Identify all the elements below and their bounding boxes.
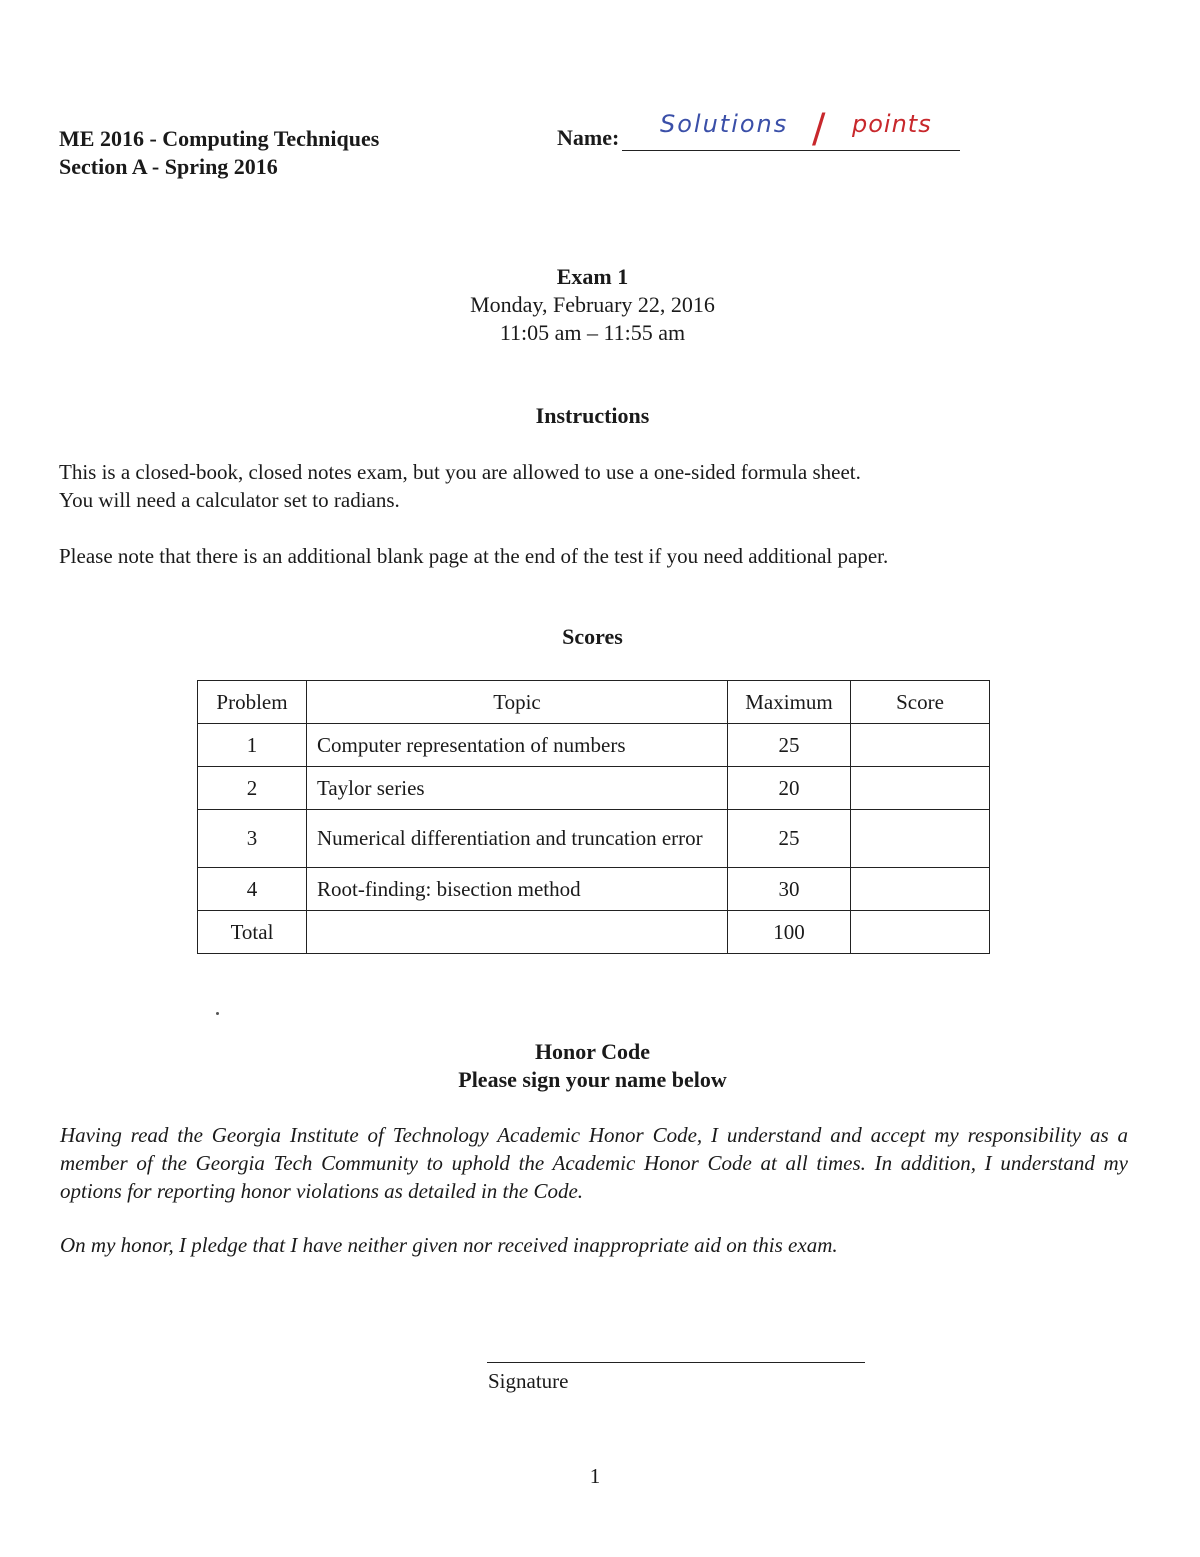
handwritten-points: points [852, 110, 932, 138]
cell-maximum: 20 [728, 767, 851, 810]
table-total-row [198, 911, 990, 954]
course-header [59, 125, 379, 181]
cell-topic: Computer representation of numbers [307, 724, 728, 767]
col-header-topic: Topic [307, 681, 728, 724]
cell-maximum: 30 [728, 868, 851, 911]
cell-topic [307, 911, 728, 954]
cell-problem: 4 [198, 868, 307, 911]
honor-code-paragraph: Having read the Georgia Institute of Technology Academic Honor Code, I understand and accept my responsibility as a member of the Georgia Tech Community to uphold the Academic Honor Code at all times. In addition, I understand my options for reporting honor violations as detailed in the Code. [60, 1123, 1128, 1203]
col-header-score: Score [851, 681, 990, 724]
name-label: Name: [557, 125, 620, 150]
scores-heading: Scores [562, 624, 623, 649]
exam-date: Monday, February 22, 2016 [470, 292, 715, 317]
stray-mark [216, 1012, 219, 1015]
table-row [198, 868, 990, 911]
instructions-line-1: This is a closed-book, closed notes exam, but you are allowed to use a one-sided formula sheet. [59, 460, 861, 484]
cell-maximum: 25 [728, 724, 851, 767]
signature-label: Signature [488, 1369, 569, 1393]
instructions-line-2: You will need a calculator set to radians. [59, 488, 400, 512]
page-number: 1 [589, 1464, 601, 1488]
table-row [198, 810, 990, 868]
honor-code-subheading: Please sign your name below [458, 1067, 727, 1092]
handwritten-slash: / [812, 106, 826, 152]
name-field-line[interactable] [622, 150, 960, 151]
cell-score[interactable] [851, 767, 990, 810]
course-section: Section A - Spring 2016 [59, 154, 278, 179]
col-header-problem: Problem [198, 681, 307, 724]
cell-problem: 1 [198, 724, 307, 767]
honor-code-heading: Honor Code [534, 1039, 651, 1064]
instructions-line-3: Please note that there is an additional blank page at the end of the test if you need additional paper. [59, 544, 889, 568]
cell-problem: 3 [198, 810, 307, 868]
cell-total-maximum: 100 [728, 911, 851, 954]
exam-time: 11:05 am – 11:55 am [499, 320, 686, 345]
cell-maximum: 25 [728, 810, 851, 868]
signature-line[interactable] [487, 1362, 865, 1363]
honor-pledge: On my honor, I pledge that I have neither given nor received inappropriate aid on this exam. [60, 1233, 838, 1257]
col-header-maximum: Maximum [728, 681, 851, 724]
cell-topic: Root-finding: bisection method [307, 868, 728, 911]
cell-total-score[interactable] [851, 911, 990, 954]
table-row [198, 767, 990, 810]
cell-total-label: Total [198, 911, 307, 954]
table-row [198, 724, 990, 767]
course-title: ME 2016 - Computing Techniques [59, 126, 380, 151]
instructions-heading: Instructions [535, 403, 650, 428]
table-header-row [198, 681, 990, 724]
cell-score[interactable] [851, 724, 990, 767]
cell-problem: 2 [198, 767, 307, 810]
handwritten-solutions: Solutions [660, 110, 789, 138]
scores-table [197, 680, 990, 954]
cell-score[interactable] [851, 868, 990, 911]
cell-topic: Numerical differentiation and truncation error [307, 810, 728, 868]
exam-title: Exam 1 [556, 264, 629, 289]
cell-topic: Taylor series [307, 767, 728, 810]
cell-score[interactable] [851, 810, 990, 868]
